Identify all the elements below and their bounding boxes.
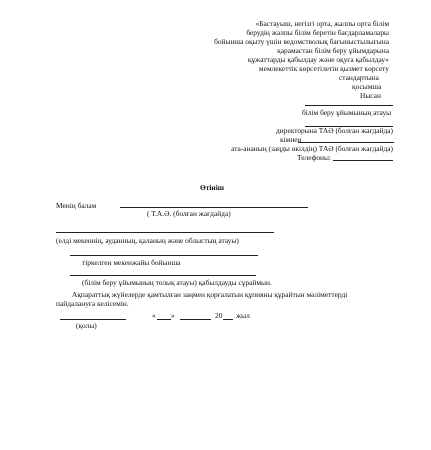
date-open-quote: « — [152, 311, 156, 320]
signature-caption: (қолы) — [76, 321, 97, 330]
school-caption: (білім беру ұйымының толық атауы) қабылдауды сұраймын. — [82, 278, 272, 287]
locality-caption: (елді мекеннің, ауданның, қаланың және облыстың атауы) — [56, 236, 239, 245]
date-month-line — [180, 319, 211, 320]
org-name-caption: білім беру ұйымының атауы — [302, 108, 392, 117]
signature-line — [60, 319, 126, 320]
parent-caption: ата-ананың (заңды өкілдің) ТАӘ (болған жағдайда) — [231, 144, 393, 153]
locality-line — [56, 232, 274, 233]
header-line-3: бойынша оқыту үшін ведомстволық бағыныстылығына — [214, 37, 389, 46]
header-line-7: стандартына — [339, 73, 379, 82]
registered-address-label: тіркелген мекенжайы бойынша — [82, 258, 181, 267]
consent-text-line-1: Ақпараттық жүйелерде қамтылған заңмен қорғалатын құпияны құрайтын мәліметтерді — [72, 290, 348, 299]
header-line-1: «Бастауыш, негізгі орта, жалпы орта білім — [255, 19, 389, 28]
date-day-line — [157, 319, 171, 320]
header-line-8: қосымша — [352, 82, 382, 91]
school-name-line — [70, 275, 256, 276]
phone-line — [333, 160, 393, 161]
org-name-line — [305, 105, 393, 106]
date-year-line — [223, 319, 233, 320]
date-close-quote: » — [171, 311, 175, 320]
consent-text-line-2: пайдалануға келісемін. — [56, 299, 129, 308]
header-line-6: мемлекеттік көрсетілетін қызмет көрсету — [258, 64, 389, 73]
phone-label: Телефоны: — [297, 153, 332, 162]
year-prefix: 20 — [215, 311, 223, 320]
registered-address-line — [70, 255, 258, 256]
document-title: Өтініш — [200, 183, 224, 192]
my-child-label: Менің балам — [56, 201, 97, 210]
from-line — [298, 142, 394, 143]
header-line-4: қарамастан білім беру ұйымдарына — [277, 46, 389, 55]
header-line-2: берудің жалпы білім беретін бағдарламалары — [246, 28, 389, 37]
year-suffix: жыл — [236, 311, 250, 320]
form-type-label: Нысан — [360, 91, 381, 100]
from-label: кімнен — [280, 135, 302, 144]
director-caption: директорына ТАӘ (болған жағдайда) — [276, 126, 393, 135]
child-name-line — [120, 207, 308, 208]
child-name-caption: ( Т.А.Ә. (болған жағдайда) — [147, 209, 231, 218]
header-line-5: құжаттарды қабылдау және оқуға қабылдау» — [247, 55, 389, 64]
